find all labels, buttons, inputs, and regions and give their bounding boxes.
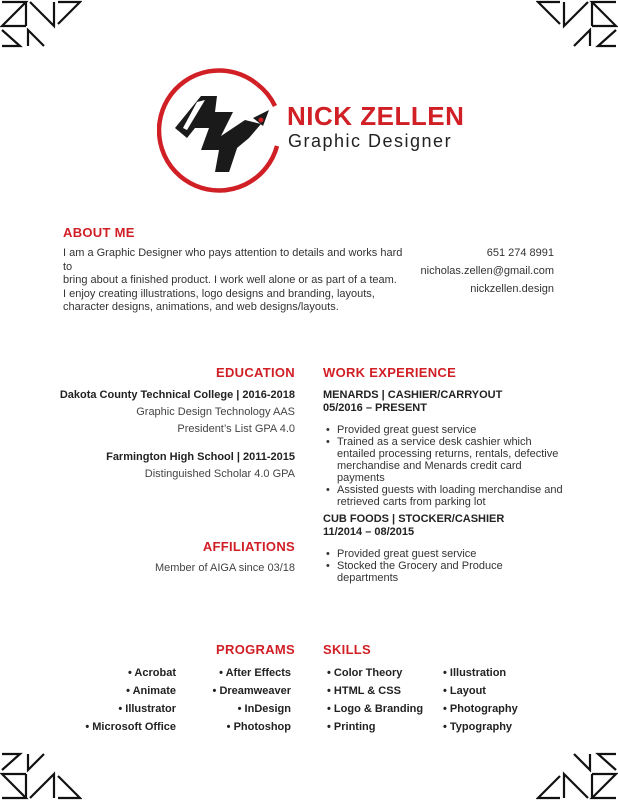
skills-column-2 (443, 664, 553, 736)
skill-item: • Illustration (443, 667, 507, 679)
skill-item: • Color Theory (327, 667, 403, 679)
program-item: • Photoshop (226, 721, 291, 733)
corner-ornament-bottom-left (0, 752, 82, 800)
programs-heading: PROGRAMS (216, 642, 295, 657)
corner-ornament-top-right (536, 0, 618, 48)
program-item: • Dreamweaver (212, 685, 291, 697)
job-bullet: • Assisted guests with loading merchandise and retrieved carts from parking lot (323, 484, 563, 508)
job-dates: 05/2016 – PRESENT (323, 402, 427, 414)
job-bullet: • Stocked the Grocery and Produce departments (323, 560, 563, 584)
job-dates: 11/2014 – 08/2015 (323, 526, 415, 538)
job-title-line: MENARDS | CASHIER/CARRYOUT (323, 389, 503, 401)
education-entry (45, 451, 295, 480)
education-heading: EDUCATION (215, 365, 295, 380)
program-item: • InDesign (237, 703, 291, 715)
program-item: • Illustrator (118, 703, 176, 715)
about-line: character designs, animations, and web designs/layouts. (63, 301, 339, 313)
work-heading: WORK EXPERIENCE (323, 365, 457, 380)
job-bullets (323, 424, 563, 508)
program-item: • Animate (126, 685, 176, 697)
programs-column-2 (181, 664, 291, 736)
about-line: I am a Graphic Designer who pays attention to details and works hard to (63, 247, 403, 273)
logo (157, 66, 287, 196)
contact-phone: 651 274 8991 (486, 247, 554, 259)
school-detail: President’s List GPA 4.0 (177, 423, 295, 435)
programs-column-1 (56, 664, 176, 736)
skills-column-1 (327, 664, 442, 736)
education-entry (45, 389, 295, 435)
program-item: • Microsoft Office (85, 721, 176, 733)
job-bullet: • Provided great guest service (323, 548, 563, 560)
job-title-line: CUB FOODS | STOCKER/CASHIER (323, 513, 505, 525)
job-title: Graphic Designer (288, 131, 453, 151)
contact-email[interactable]: nicholas.zellen@gmail.com (420, 265, 554, 277)
person-name: NICK ZELLEN (287, 101, 465, 131)
skill-item: • Logo & Branding (327, 703, 424, 715)
corner-ornament-bottom-right (536, 752, 618, 800)
about-line: bring about a finished product. I work well alone or as part of a team. (63, 274, 397, 286)
affiliation-text: Member of AIGA since 03/18 (154, 562, 295, 574)
job-entry (323, 513, 563, 584)
school-detail: Graphic Design Technology AAS (136, 406, 295, 418)
job-bullet: • Provided great guest service (323, 424, 563, 436)
school-detail: Distinguished Scholar 4.0 GPA (144, 468, 295, 480)
skill-item: • Typography (443, 721, 513, 733)
about-text (63, 247, 413, 315)
job-bullets (323, 548, 563, 584)
program-item: • After Effects (219, 667, 291, 679)
corner-ornament-top-left (0, 0, 82, 48)
job-bullet: • Trained as a service desk cashier which entailed processing returns, rentals, defective merchandise and Menards credit card payments (323, 436, 563, 484)
skill-item: • Layout (443, 685, 486, 697)
skill-item: • HTML & CSS (327, 685, 401, 697)
contact-website[interactable]: nickzellen.design (470, 283, 554, 295)
program-item: • Acrobat (127, 667, 176, 679)
skill-item: • Printing (327, 721, 376, 733)
about-heading: ABOUT ME (63, 225, 135, 240)
affiliations-heading: AFFILIATIONS (202, 539, 295, 554)
skill-item: • Photography (443, 703, 518, 715)
school-title: Dakota County Technical College | 2016-2018 (59, 389, 295, 401)
skills-heading: SKILLS (323, 642, 372, 657)
about-line: I enjoy creating illustrations, logo designs and branding, layouts, (63, 287, 375, 300)
job-entry (323, 389, 563, 508)
school-title: Farmington High School | 2011-2015 (106, 451, 295, 463)
